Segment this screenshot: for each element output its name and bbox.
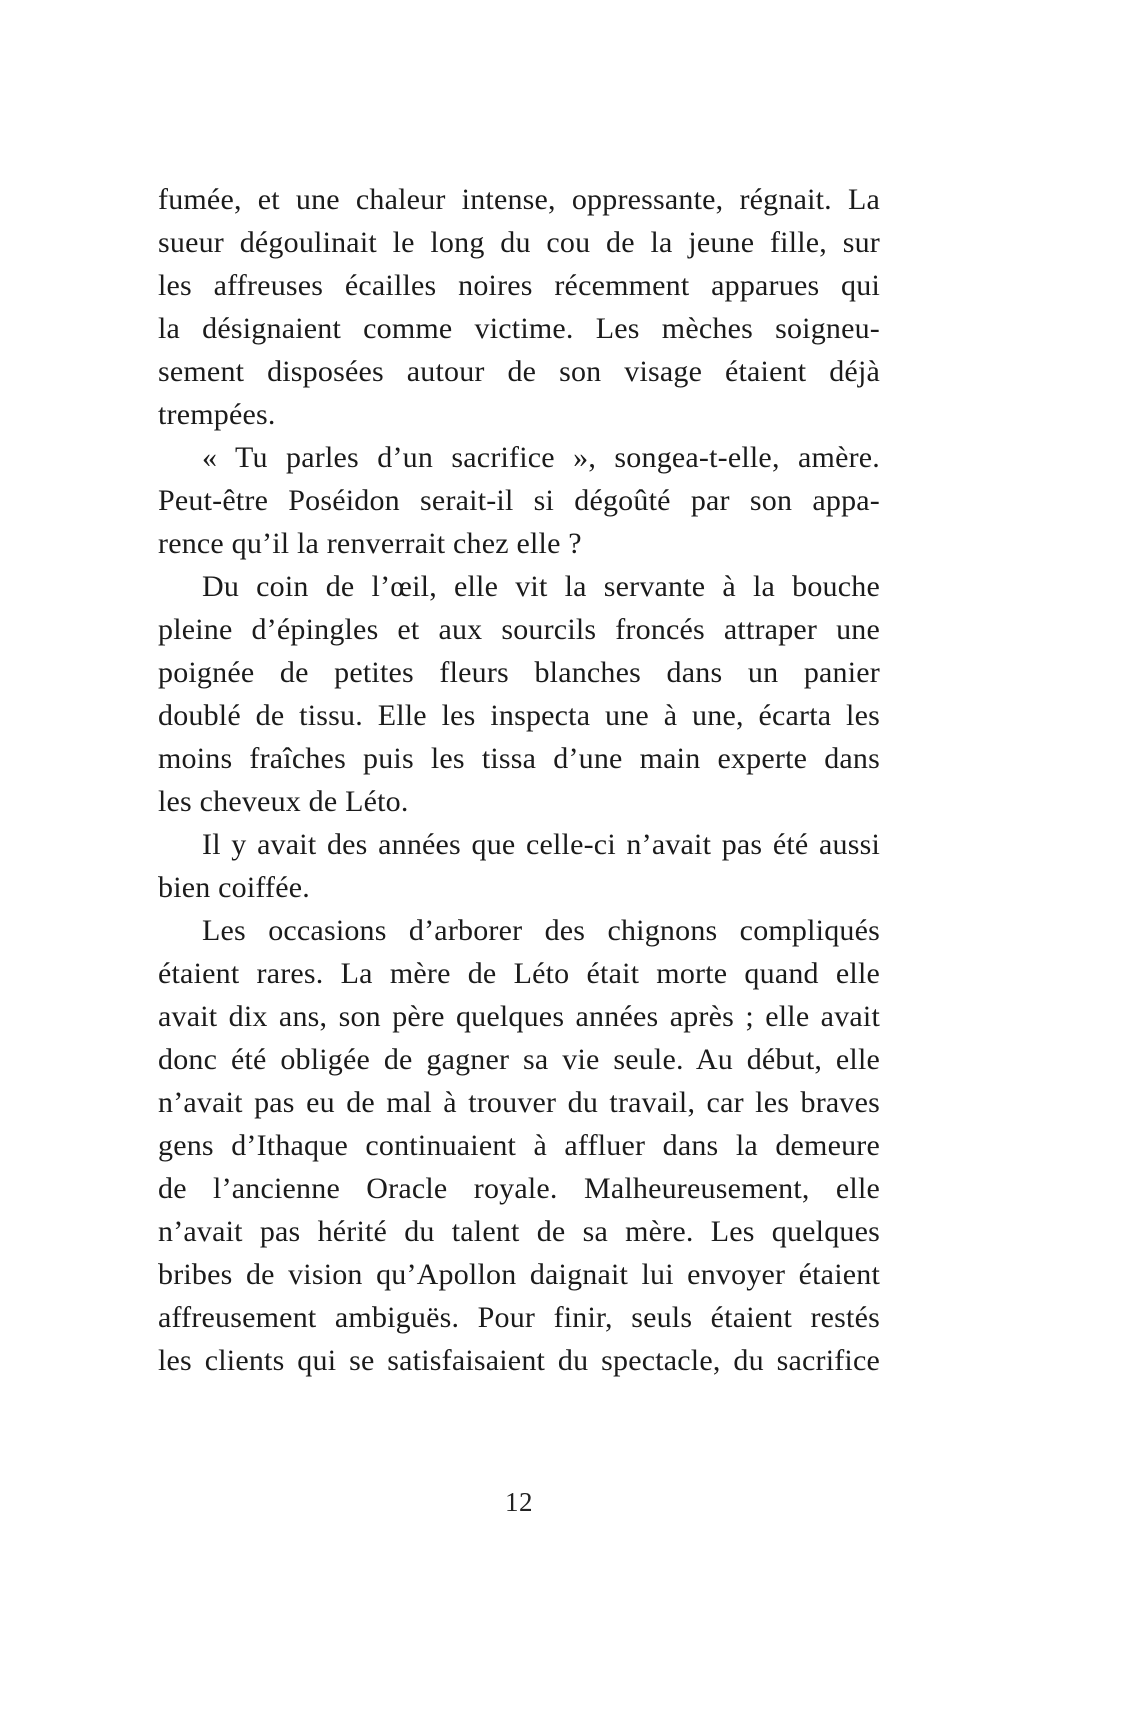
text-line: Du coin de l’œil, elle vit la servante à la bouche: [202, 570, 880, 603]
text-line: pleine d’épingles et aux sourcils froncés attraper une: [158, 613, 880, 646]
text-block: [158, 178, 880, 1382]
text-line: donc été obligée de gagner sa vie seule. Au début, elle: [158, 1043, 880, 1076]
text-line: fumée, et une chaleur intense, oppressante, régnait. La: [158, 183, 880, 216]
text-line: affreusement ambiguës. Pour finir, seuls étaient restés: [158, 1301, 880, 1334]
text-line: trempées.: [158, 398, 276, 431]
text-line: bribes de vision qu’Apollon daignait lui envoyer étaient: [158, 1258, 880, 1291]
text-line: gens d’Ithaque continuaient à affluer dans la demeure: [158, 1129, 880, 1162]
text-line: moins fraîches puis les tissa d’une main experte dans: [158, 742, 880, 775]
paragraph: [158, 823, 880, 909]
text-line: poignée de petites fleurs blanches dans un panier: [158, 656, 880, 689]
text-line: la désignaient comme victime. Les mèches soigneu-: [158, 312, 880, 345]
text-line: avait dix ans, son père quelques années après ; elle avait: [158, 1000, 880, 1033]
text-line: bien coiffée.: [158, 871, 310, 904]
text-line: les clients qui se satisfaisaient du spectacle, du sacrifice: [158, 1344, 880, 1377]
paragraph: [158, 178, 880, 436]
text-line: sueur dégoulinait le long du cou de la jeune fille, sur: [158, 226, 880, 259]
text-line: étaient rares. La mère de Léto était morte quand elle: [158, 957, 880, 990]
text-line: sement disposées autour de son visage étaient déjà: [158, 355, 880, 388]
paragraph: [158, 565, 880, 823]
text-line: n’avait pas hérité du talent de sa mère. Les quelques: [158, 1215, 880, 1248]
text-line: les affreuses écailles noires récemment apparues qui: [158, 269, 880, 302]
paragraph: [158, 909, 880, 1382]
text-line: Il y avait des années que celle-ci n’avait pas été aussi: [202, 828, 880, 861]
text-line: de l’ancienne Oracle royale. Malheureusement, elle: [158, 1172, 880, 1205]
text-line: Peut-être Poséidon serait-il si dégoûté par son appa-: [158, 484, 880, 517]
text-line: « Tu parles d’un sacrifice », songea-t-elle, amère.: [202, 441, 880, 474]
text-line: n’avait pas eu de mal à trouver du travail, car les braves: [158, 1086, 880, 1119]
page-number: 12: [505, 1487, 533, 1517]
text-line: Les occasions d’arborer des chignons compliqués: [202, 914, 880, 947]
paragraph: [158, 436, 880, 565]
text-line: rence qu’il la renverrait chez elle ?: [158, 527, 582, 560]
text-line: les cheveux de Léto.: [158, 785, 409, 818]
text-line: doublé de tissu. Elle les inspecta une à une, écarta les: [158, 699, 880, 732]
